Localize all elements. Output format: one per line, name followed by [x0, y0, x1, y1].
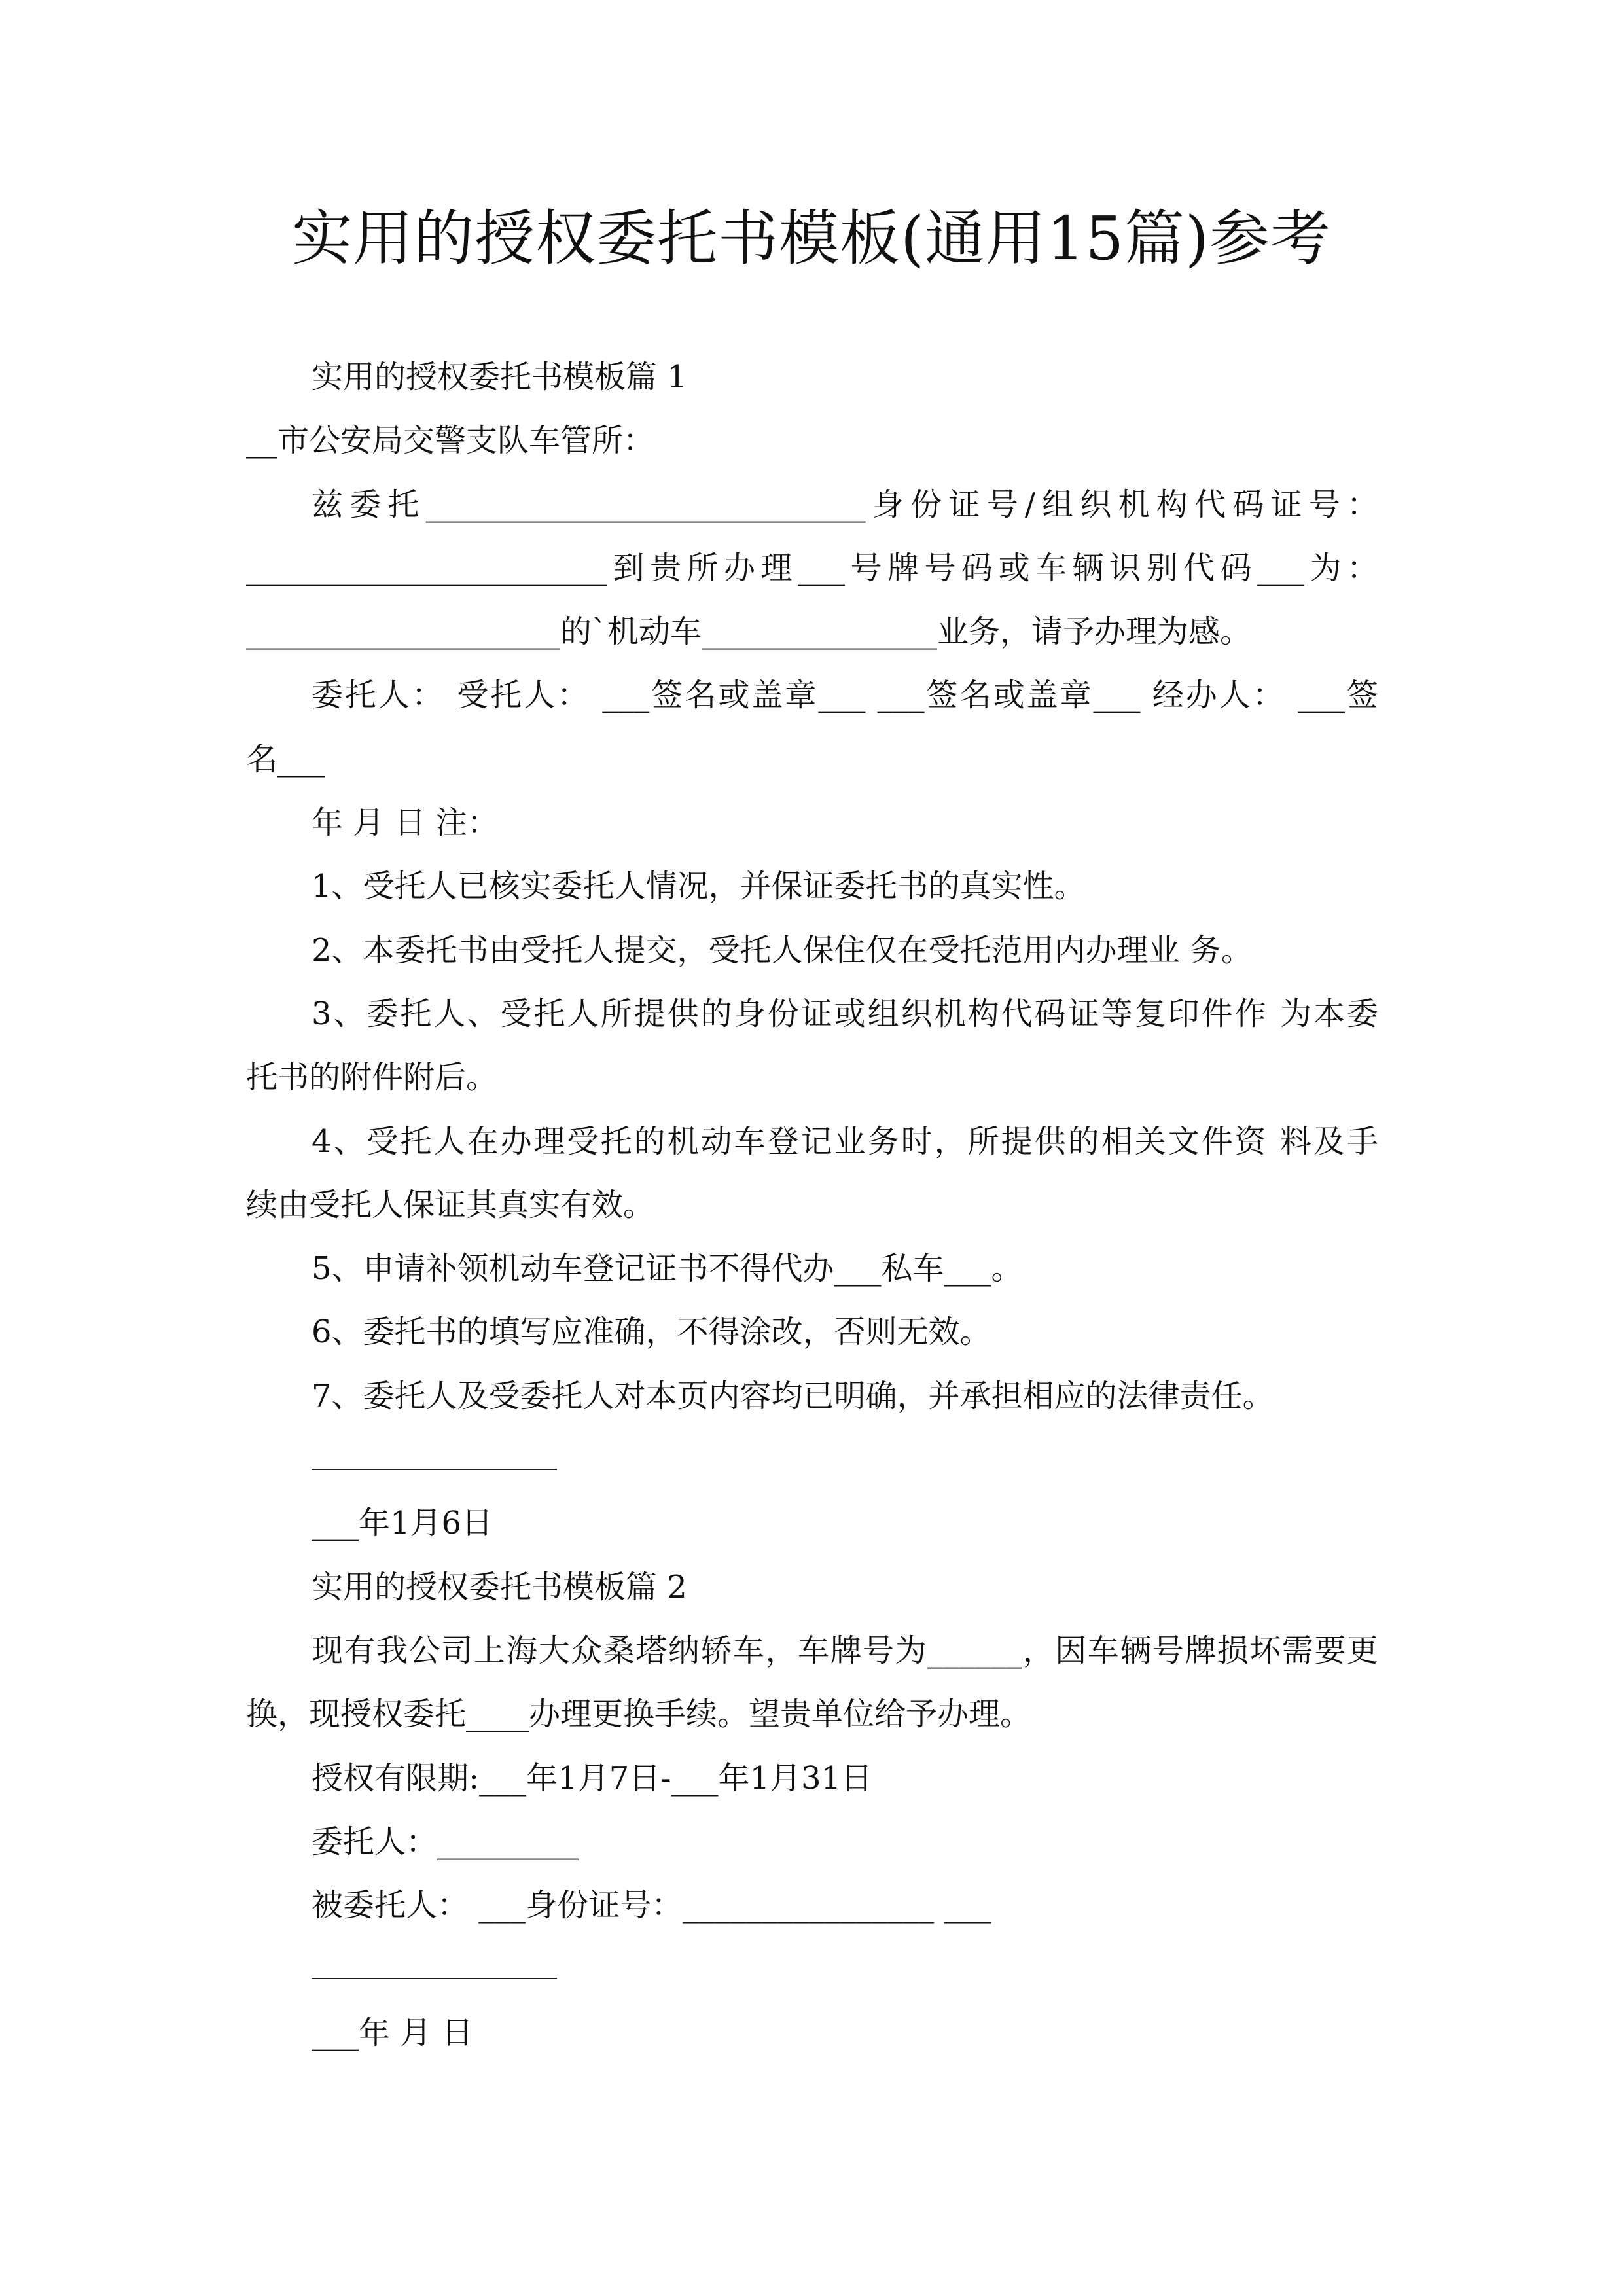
date-line: ___年1月6日 — [312, 1505, 493, 1542]
agent-line: 被委托人： ___身份证号：________________ ___ — [312, 1887, 991, 1924]
addressee: __市公安局交警支队车管所： — [246, 422, 655, 459]
paragraph-line: 换，现授权委托____办理更换手续。望贵单位给予办理。 — [246, 1696, 1032, 1733]
note-item-cont: 续由受托人保证其真实有效。 — [246, 1186, 655, 1223]
note-item: 3、委托人、受托人所提供的身份证或组织机构代码证等复印件作 为本委 — [312, 995, 1378, 1032]
paragraph-line: 现有我公司上海大众桑塔纳轿车，车牌号为______，因车辆号牌损坏需要更 — [312, 1632, 1378, 1669]
paragraph-line: 兹委托____________________________身份证号/组织机构代码证号： — [312, 486, 1378, 523]
document-title: 实用的授权委托书模板(通用15篇)参考 — [292, 204, 1331, 274]
date-note-line: 年 月 日 注： — [312, 804, 499, 842]
note-item: 2、本委托书由受托人提交，受托人保住仅在受托范用内办理业 务。 — [312, 931, 1253, 969]
paragraph-line: ____________________的`机动车_______________业务，请予办理为感。 — [246, 613, 1252, 651]
paragraph-line: _______________________到贵所办理___号牌号码或车辆识别代码___为： — [246, 549, 1378, 586]
note-item: 5、申请补领机动车登记证书不得代办___私车___。 — [312, 1250, 1023, 1287]
note-item: 1、受托人已核实委托人情况，并保证委托书的真实性。 — [312, 868, 1086, 905]
signature-line: 名___ — [246, 740, 325, 778]
note-item: 4、受托人在办理受托的机动车登记业务时，所提供的相关文件资 料及手 — [312, 1122, 1378, 1160]
signature-rule — [246, 1428, 1378, 1492]
document-body — [246, 346, 1378, 2065]
principal-line: 委托人：_________ — [312, 1823, 579, 1860]
section-heading: 实用的授权委托书模板篇 1 — [312, 359, 687, 395]
signature-rule — [246, 1937, 1378, 2001]
note-item-cont: 托书的附件附后。 — [246, 1059, 498, 1096]
signature-line: 委托人： 受托人： ___签名或盖章___ ___签名或盖章___ 经办人： ___签 — [312, 677, 1378, 714]
note-item: 6、委托书的填写应准确，不得涂改，否则无效。 — [312, 1314, 991, 1351]
section-heading: 实用的授权委托书模板篇 2 — [312, 1568, 687, 1605]
note-item: 7、委托人及受委托人对本页内容均已明确，并承担相应的法律责任。 — [312, 1377, 1274, 1414]
authorization-period: 授权有限期:___年1月7日-___年1月31日 — [312, 1759, 873, 1797]
date-line: ___年 月 日 — [312, 2014, 473, 2051]
